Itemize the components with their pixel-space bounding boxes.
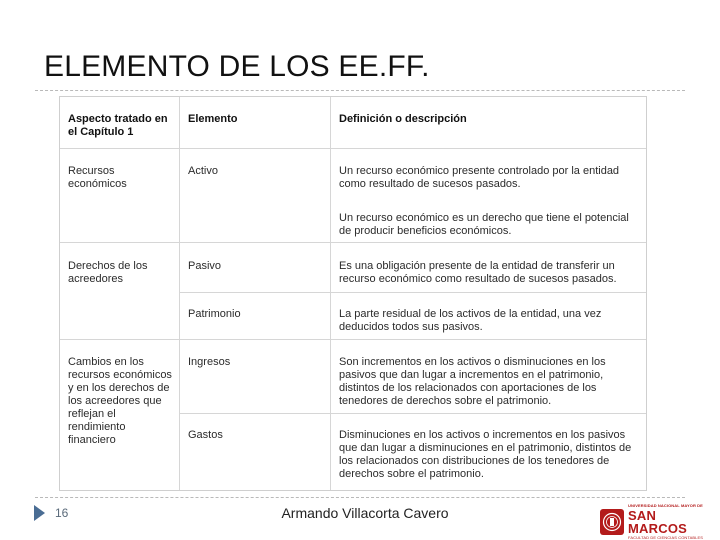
triangle-arrow-icon	[34, 505, 45, 521]
title-divider	[35, 90, 685, 91]
cell-definition: Disminuciones en los activos o incrementos en los pasivos que dan lugar a disminuciones en el patrimonio, distintos de los relacionados con distribuciones de los tenedores de derechos sobre el patrimonio.	[339, 429, 632, 480]
author-name: Armando Villacorta Cavero	[281, 505, 449, 521]
seal-icon	[600, 509, 624, 535]
cell-aspect: Derechos de los acreedores	[68, 260, 148, 285]
cell-element: Activo	[188, 165, 218, 177]
cell-aspect: Cambios en los recursos económicos y en los derechos de los acreedores que reflejan el rendimiento financiero	[68, 356, 172, 446]
university-logo	[600, 503, 712, 540]
cell-definition: Un recurso económico presente controlado por la entidad como resultado de sucesos pasados.	[339, 165, 620, 190]
slide-title: ELEMENTO DE LOS EE.FF.	[44, 50, 430, 83]
cell-definition: La parte residual de los activos de la entidad, una vez deducidos todos sus pasivos.	[339, 308, 602, 333]
row-divider	[60, 242, 646, 243]
row-divider	[60, 339, 646, 340]
column-divider	[179, 97, 180, 490]
cell-element: Ingresos	[188, 356, 231, 368]
column-divider	[330, 97, 331, 490]
cell-definition: Un recurso económico es un derecho que tiene el potencial de producir beneficios económicos.	[339, 212, 629, 237]
elements-table	[59, 96, 647, 491]
cell-element: Patrimonio	[188, 308, 241, 320]
cell-definition: Es una obligación presente de la entidad de transferir un recurso económico como resultado de sucesos pasados.	[339, 260, 617, 285]
header-element: Elemento	[188, 113, 238, 125]
row-divider	[60, 148, 646, 149]
logo-line2: SAN MARCOS	[628, 508, 688, 536]
cell-element: Gastos	[188, 429, 223, 441]
footer-divider	[35, 497, 685, 498]
logo-line3: FACULTAD DE CIENCIAS CONTABLES	[628, 535, 704, 540]
logo-line1: UNIVERSIDAD NACIONAL MAYOR DE	[628, 503, 703, 508]
header-definition: Definición o descripción	[339, 113, 467, 125]
cell-definition: Son incrementos en los activos o disminuciones en los pasivos que dan lugar a incrementos en el patrimonio, distintos de los relacionados con aportaciones de los tenedores de derechos sobre el patrimonio.	[339, 356, 606, 407]
header-aspect: Aspecto tratado en el Capítulo 1	[68, 113, 168, 138]
row-divider	[179, 292, 646, 293]
page-number: 16	[55, 506, 69, 520]
row-divider	[179, 413, 646, 414]
cell-aspect: Recursos económicos	[68, 165, 127, 190]
cell-element: Pasivo	[188, 260, 222, 272]
